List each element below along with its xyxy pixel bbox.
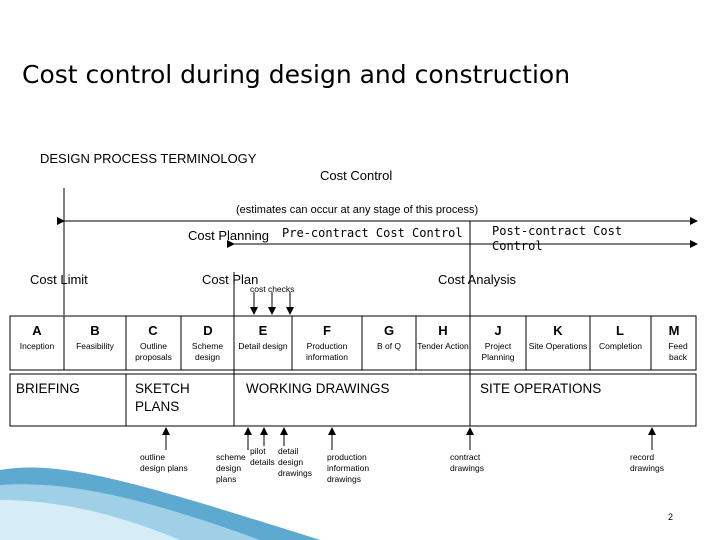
cost-checks-label: cost checks (250, 284, 295, 294)
stage-name: Feasibility (76, 341, 114, 351)
stage-name: Site Operations (528, 341, 588, 351)
phase-sketch-plans: SKETCH PLANS (135, 381, 190, 414)
cost-plan-label: Cost Plan (202, 272, 259, 287)
stage-letter: L (616, 323, 624, 338)
page-number: 2 (668, 512, 674, 522)
phase-briefing: BRIEFING (16, 381, 80, 396)
stage-name: Production information (305, 341, 349, 362)
output-detail-design-drawings: detail design drawings (278, 446, 313, 478)
output-outline-design-plans: outline design plans (140, 452, 188, 473)
stage-name: Project Planning (481, 341, 515, 362)
output-pilot-details: pilot details (250, 446, 275, 467)
cost-limit-label: Cost Limit (30, 272, 88, 287)
stage-name: Feed back (668, 341, 688, 362)
phase-site-operations: SITE OPERATIONS (480, 381, 602, 396)
stage-letter: A (32, 323, 42, 338)
stage-name: Tender Action (417, 341, 469, 351)
stage-letter: M (668, 323, 680, 338)
stage-letter: C (148, 323, 158, 338)
stage-letter: G (383, 323, 395, 338)
stage-letter: F (323, 323, 331, 338)
output-scheme-design-plans: scheme design plans (216, 452, 246, 484)
stage-letter: J (494, 323, 502, 338)
stage-letter: H (438, 323, 448, 338)
output-production-information-drawings: production information drawings (327, 452, 370, 484)
cost-analysis-label: Cost Analysis (438, 272, 517, 287)
stage-name: B of Q (376, 341, 402, 351)
stage-letter: D (203, 323, 213, 338)
stage-name: Scheme design (191, 341, 224, 362)
phase-working-drawings: WORKING DRAWINGS (246, 381, 390, 396)
cost-planning-label: Cost Planning (188, 228, 269, 243)
estimates-note: (estimates can occur at any stage of this process) (236, 204, 479, 216)
stage-name: Detail design (238, 341, 288, 351)
output-contract-drawings: contract drawings (450, 452, 485, 473)
terminology-heading: DESIGN PROCESS TERMINOLOGY (40, 151, 257, 166)
stage-letter: E (258, 323, 268, 338)
stage-letter: K (553, 323, 563, 338)
output-record-drawings: record drawings (630, 452, 665, 473)
pre-contract-label: Pre-contract Cost Control (282, 226, 463, 240)
post-contract-label: Post-contract Cost Control (492, 224, 623, 253)
stage-name: Outline proposals (135, 341, 172, 362)
cost-control-label: Cost Control (320, 168, 393, 183)
stage-name: Completion (599, 341, 642, 351)
slide-title: Cost control during design and construction (22, 60, 571, 89)
stage-letter: B (90, 323, 100, 338)
stage-name: Inception (19, 341, 55, 351)
